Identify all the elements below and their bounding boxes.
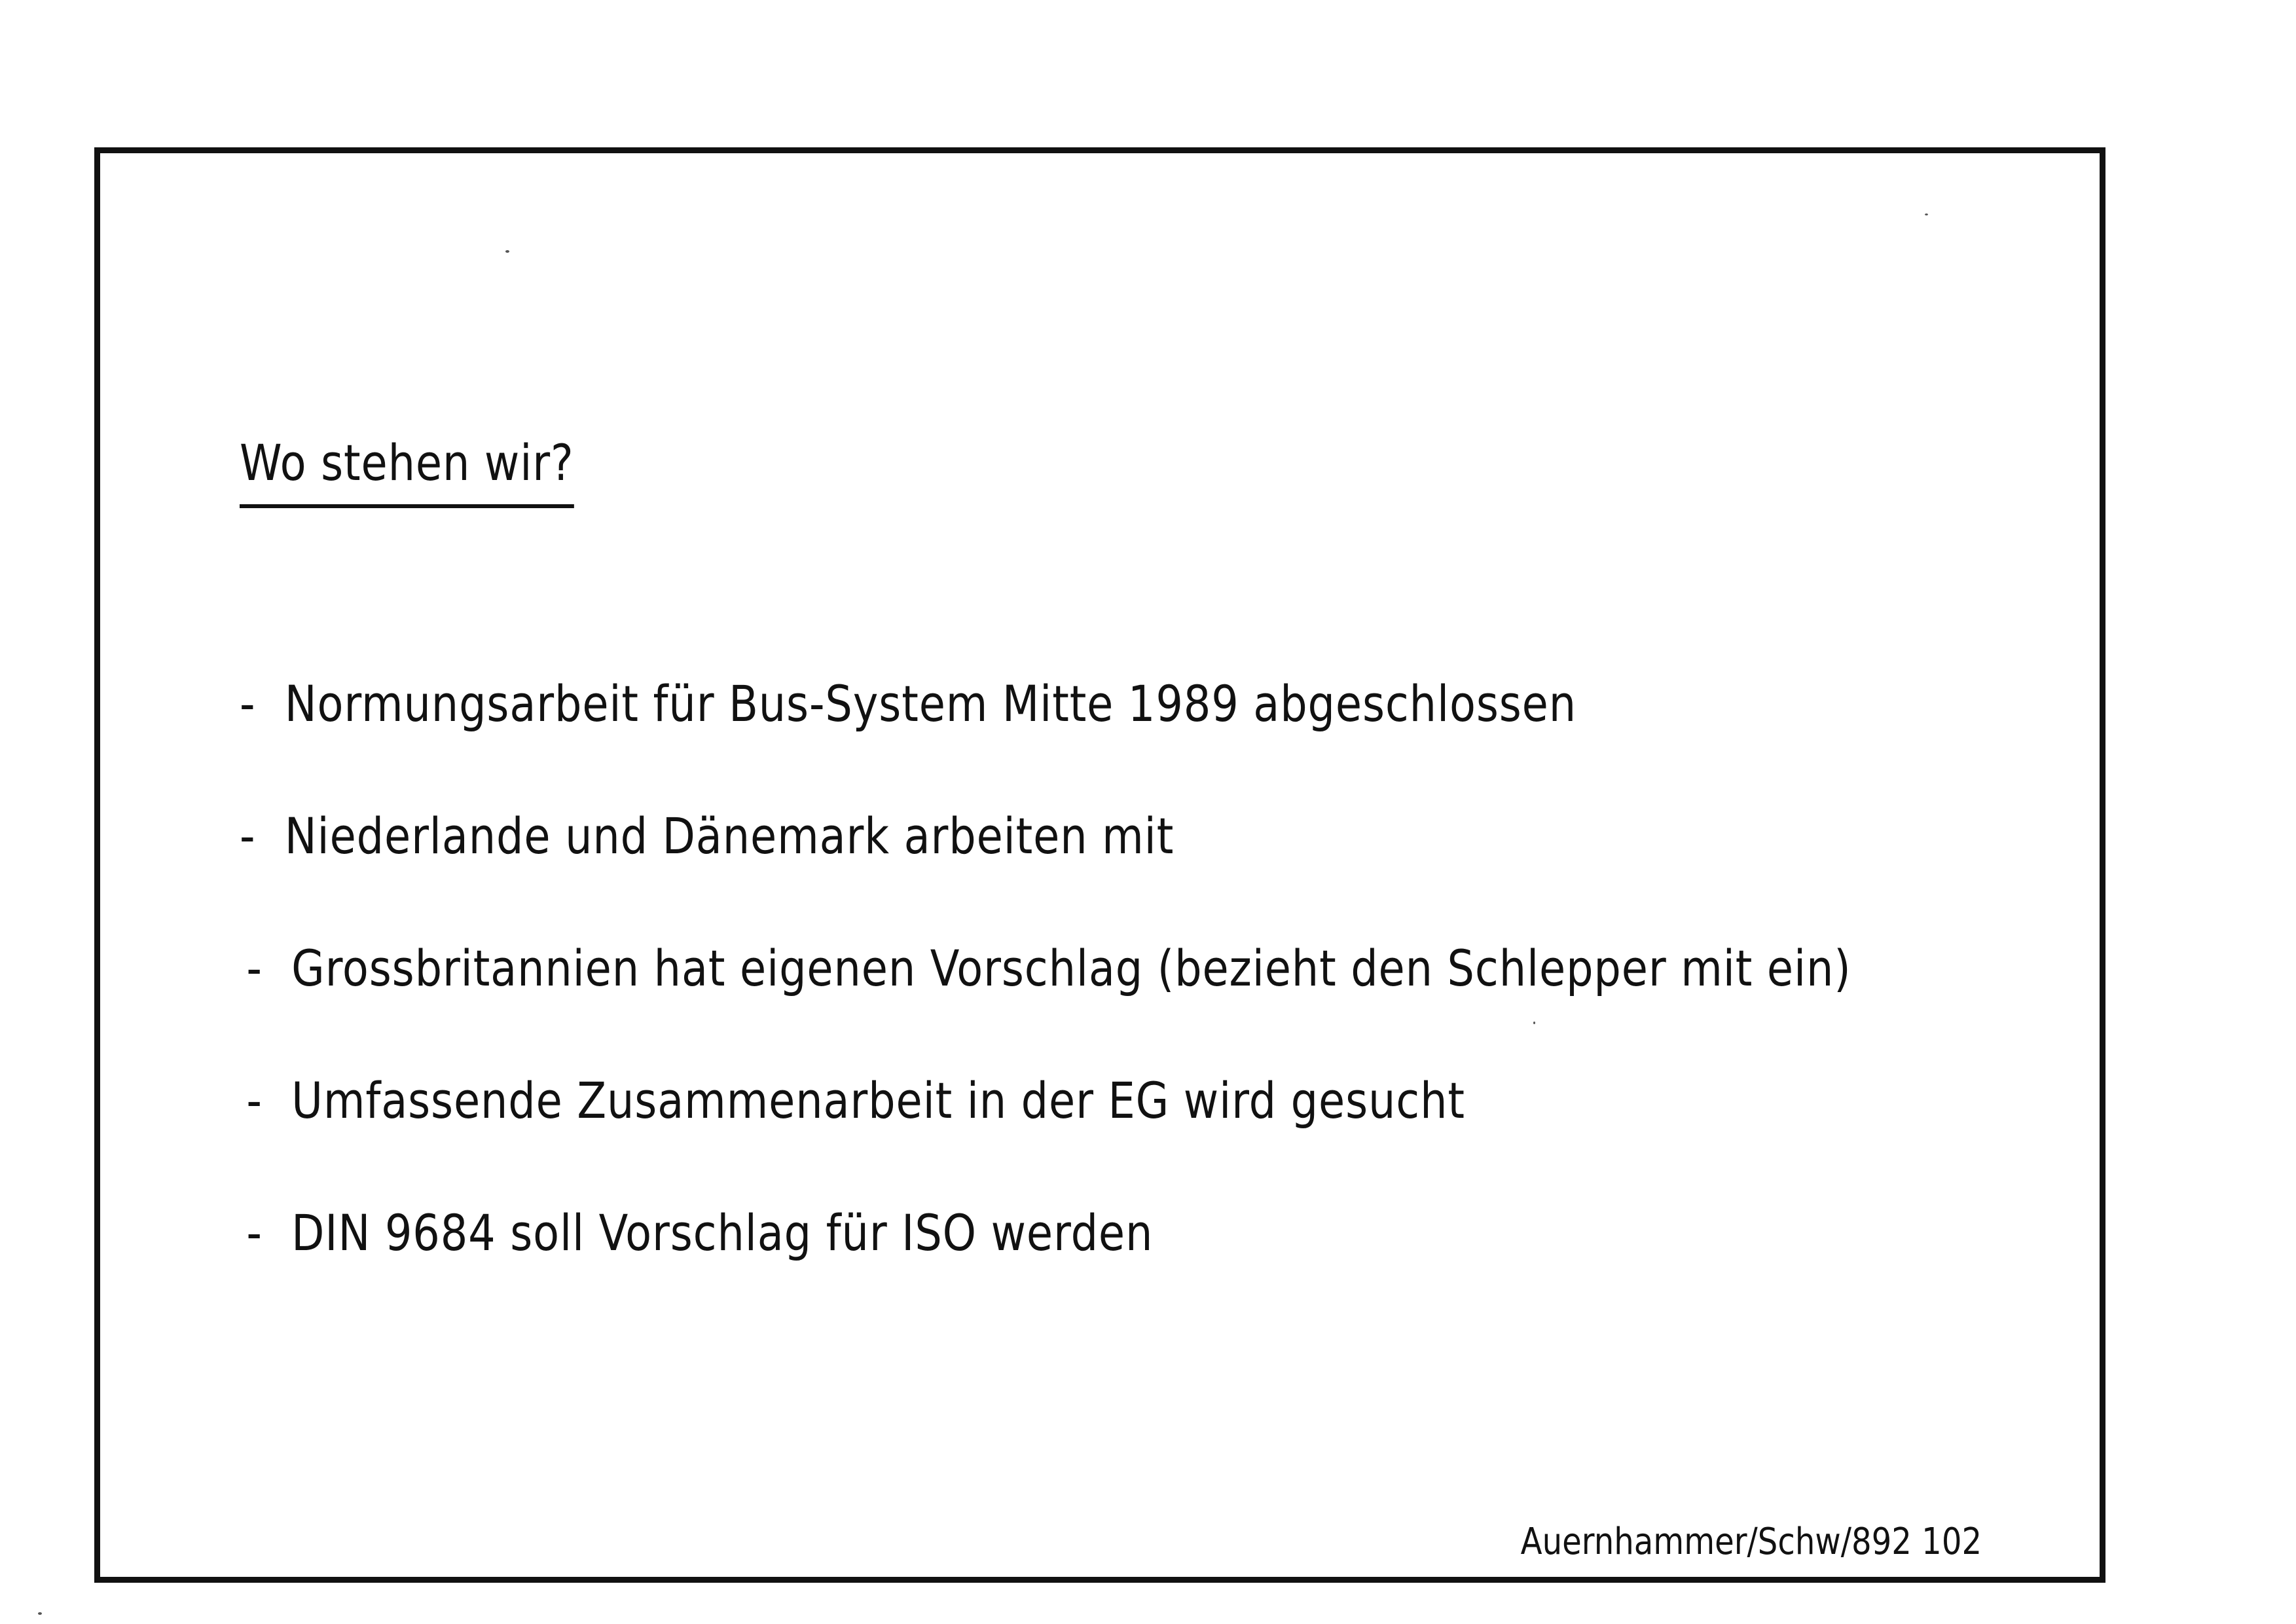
slide-title: Wo stehen wir?	[240, 434, 574, 508]
bullet-list	[240, 674, 2113, 1336]
scan-speck	[505, 250, 509, 253]
bullet-text: Normungsarbeit für Bus-System Mitte 1989 abgeschlossen	[284, 674, 1577, 733]
bullet-item	[240, 1204, 1851, 1336]
bullet-item	[240, 939, 1851, 1071]
document-reference: Auernhammer/Schw/892 102	[1520, 1521, 1982, 1563]
bullet-item	[240, 807, 1851, 939]
bullet-marker: -	[240, 807, 256, 865]
bullet-marker: -	[246, 939, 263, 997]
scan-speck	[1533, 1022, 1535, 1024]
bullet-text: Grossbritannien hat eigenen Vorschlag (bezieht den Schlepper mit ein)	[291, 939, 1851, 997]
bullet-text: DIN 9684 soll Vorschlag für ISO werden	[291, 1204, 1154, 1262]
bullet-marker: -	[246, 1071, 263, 1130]
scan-speck	[1925, 213, 1928, 215]
scan-speck	[38, 1612, 42, 1615]
bullet-item	[240, 674, 1851, 807]
bullet-item	[240, 1071, 1851, 1204]
bullet-marker: -	[246, 1204, 263, 1262]
bullet-marker: -	[240, 674, 256, 733]
bullet-text: Niederlande und Dänemark arbeiten mit	[284, 807, 1175, 865]
bullet-text: Umfassende Zusammenarbeit in der EG wird gesucht	[291, 1071, 1465, 1130]
